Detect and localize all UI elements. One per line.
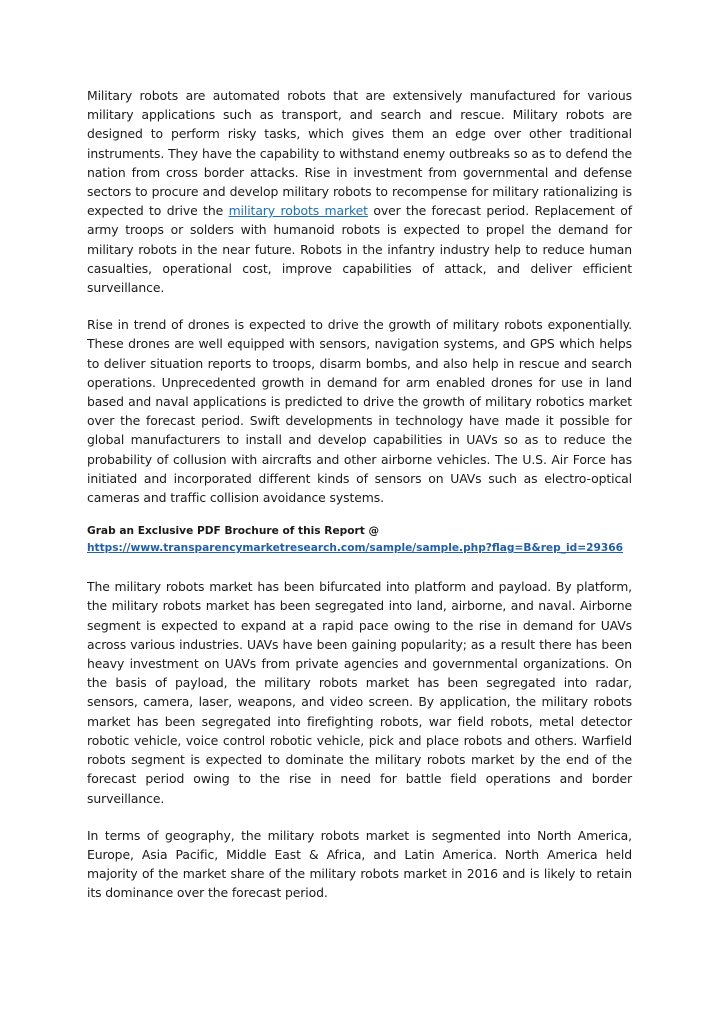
paragraph-segmentation: The military robots market has been bifurcated into platform and payload. By platform, the military robots market has been segregated into land, airborne, and naval. Airborne segment is expected to expand at a rapid pace owing to the rise in demand for UAVs across various industries. UAVs have been gaining popularity; as a result there has been heavy investment on UAVs from private agencies and governmental organizations. On the basis of payload, the military robots market has been segregated into radar, sensors, camera, laser, weapons, and video screen. By application, the military robots market has been segregated into firefighting robots, war field robots, metal detector robotic vehicle, voice control robotic vehicle, pick and place robots and others. Warfield robots segment is expected to dominate the military robots market by the end of the forecast period owing to the rise in need for battle field operations and border surveillance. xyxy=(87,579,632,806)
paragraph-drones: Rise in trend of drones is expected to drive the growth of military robots exponentially. These drones are well equipped with sensors, navigation systems, and GPS which helps to deliver situation reports to troops, disarm bombs, and also help in rescue and search operations. Unprecedented growth in demand for arm enabled drones for use in land based and naval applications is predicted to drive the growth of military robotics market over the forecast period. Swift developments in technology have made it possible for global manufacturers to install and develop capabilities in UAVs so as to reduce the probability of collusion with aircrafts and other airborne vehicles. The U.S. Air Force has initiated and incorporated different kinds of sensors on UAVs such as electro-optical cameras and traffic collision avoidance systems. xyxy=(87,317,632,506)
paragraph-intro-text-start: Military robots are automated robots that are extensively manufactured for various military applications such as transport, and search and rescue. Military robots are designed to perform risky tasks, which gives them an edge over other traditional instruments. They have the capability to withstand enemy outbreaks so as to defend the nation from cross border attacks. Rise in investment from governmental and defense sectors to procure and develop military robots to recompense for military rationalizing is expected to drive the xyxy=(87,88,632,219)
paragraph-intro xyxy=(87,86,632,297)
paragraph-intro-text-end: over the forecast period. Replacement of army troops or solders with humanoid robots is expected to propel the demand for military robots in the near future. Robots in the infantry industry help to reduce human casualties, operational cost, improve capabilities of attack, and deliver efficient surveillance. xyxy=(87,203,633,296)
document-page xyxy=(87,86,632,903)
paragraph-geography: In terms of geography, the military robots market is segmented into North America, Europe, Asia Pacific, Middle East & Africa, and Latin America. North America held majority of the market share of the military robots market in 2016 and is likely to retain its dominance over the forecast period. xyxy=(87,827,632,901)
brochure-link[interactable]: https://www.transparencymarketresearch.com/sample/sample.php?flag=B&rep_id=29366 xyxy=(87,542,623,555)
brochure-block xyxy=(87,523,632,557)
military-robots-market-link[interactable]: military robots market xyxy=(228,203,368,219)
brochure-title: Grab an Exclusive PDF Brochure of this Report @ xyxy=(87,525,380,538)
